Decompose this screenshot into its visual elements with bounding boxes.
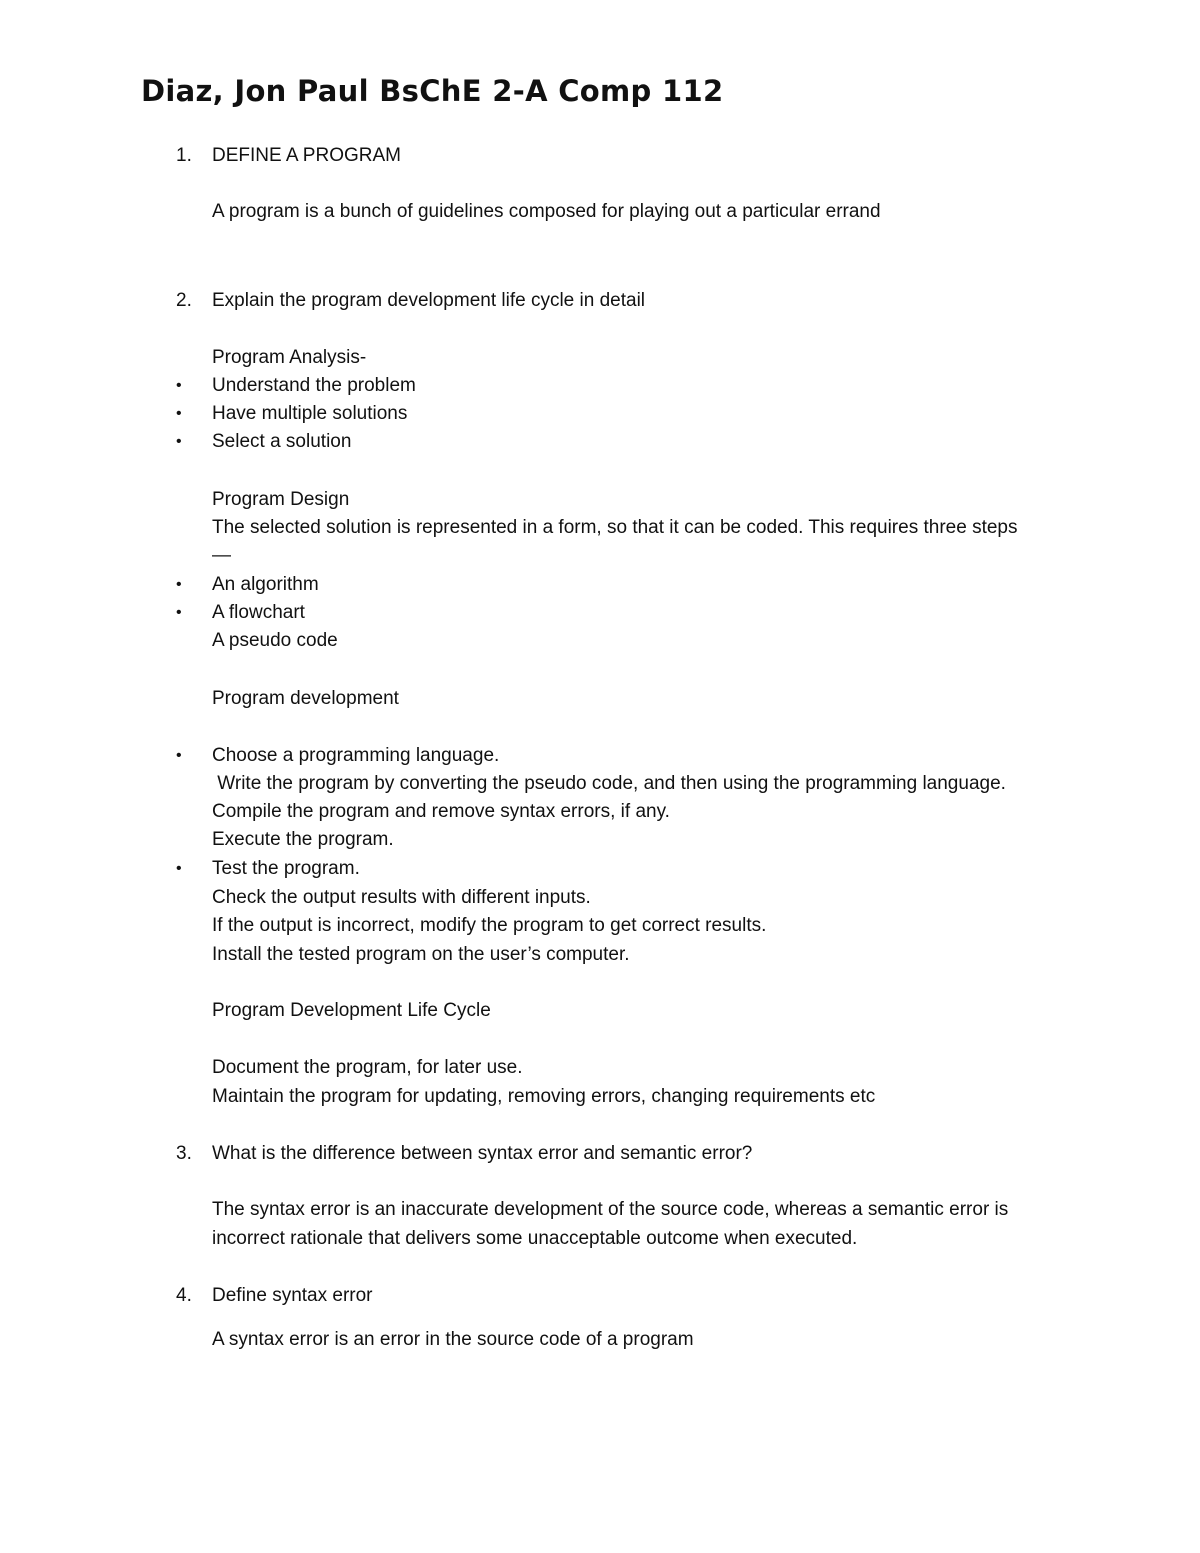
bullet-icon: •	[176, 576, 182, 593]
design-item: An algorithm	[212, 574, 319, 595]
development-line: Write the program by converting the pseudo code, and then using the programming language.	[212, 773, 1006, 794]
bullet-icon: •	[176, 405, 182, 422]
lifecycle-line: Maintain the program for updating, removing errors, changing requirements etc	[212, 1086, 876, 1107]
development-heading: Program development	[212, 688, 399, 709]
answer-1-text: A program is a bunch of guidelines composed for playing out a particular errand	[212, 201, 881, 222]
bullet-icon: •	[176, 433, 182, 450]
development-line: Check the output results with different inputs.	[212, 887, 591, 908]
design-item: A pseudo code	[212, 630, 338, 651]
question-3-text: What is the difference between syntax error and semantic error?	[212, 1143, 753, 1164]
analysis-item: Have multiple solutions	[212, 403, 408, 424]
document-title: Diaz, Jon Paul BsChE 2-A Comp 112	[141, 74, 724, 108]
development-line: Compile the program and remove syntax errors, if any.	[212, 801, 670, 822]
lifecycle-line: Document the program, for later use.	[212, 1057, 523, 1078]
question-2-number: 2.	[176, 290, 192, 311]
development-line: Install the tested program on the user’s computer.	[212, 944, 630, 965]
development-line: Execute the program.	[212, 829, 394, 850]
lifecycle-heading: Program Development Life Cycle	[212, 1000, 491, 1021]
bullet-icon: •	[176, 860, 182, 877]
analysis-item: Understand the problem	[212, 375, 416, 396]
question-1-number: 1.	[176, 145, 192, 166]
bullet-icon: •	[176, 604, 182, 621]
development-line: Choose a programming language.	[212, 745, 500, 766]
analysis-item: Select a solution	[212, 431, 352, 452]
design-heading: Program Design	[212, 489, 350, 510]
design-text: The selected solution is represented in a form, so that it can be coded. This requires three steps	[212, 517, 1018, 538]
question-3-number: 3.	[176, 1143, 192, 1164]
bullet-icon: •	[176, 747, 182, 764]
question-1-text: DEFINE A PROGRAM	[212, 145, 401, 166]
analysis-heading: Program Analysis-	[212, 347, 367, 368]
answer-3-text: The syntax error is an inaccurate development of the source code, whereas a semantic error is	[212, 1199, 1009, 1220]
question-2-text: Explain the program development life cycle in detail	[212, 290, 646, 311]
answer-4-text: A syntax error is an error in the source code of a program	[212, 1329, 694, 1350]
development-line: Test the program.	[212, 858, 360, 879]
question-4-text: Define syntax error	[212, 1285, 373, 1306]
bullet-icon: •	[176, 377, 182, 394]
question-4-number: 4.	[176, 1285, 192, 1306]
development-line: If the output is incorrect, modify the program to get correct results.	[212, 915, 767, 936]
design-text-dash: —	[212, 545, 231, 566]
design-item: A flowchart	[212, 602, 305, 623]
answer-3-text: incorrect rationale that delivers some unacceptable outcome when executed.	[212, 1228, 858, 1249]
